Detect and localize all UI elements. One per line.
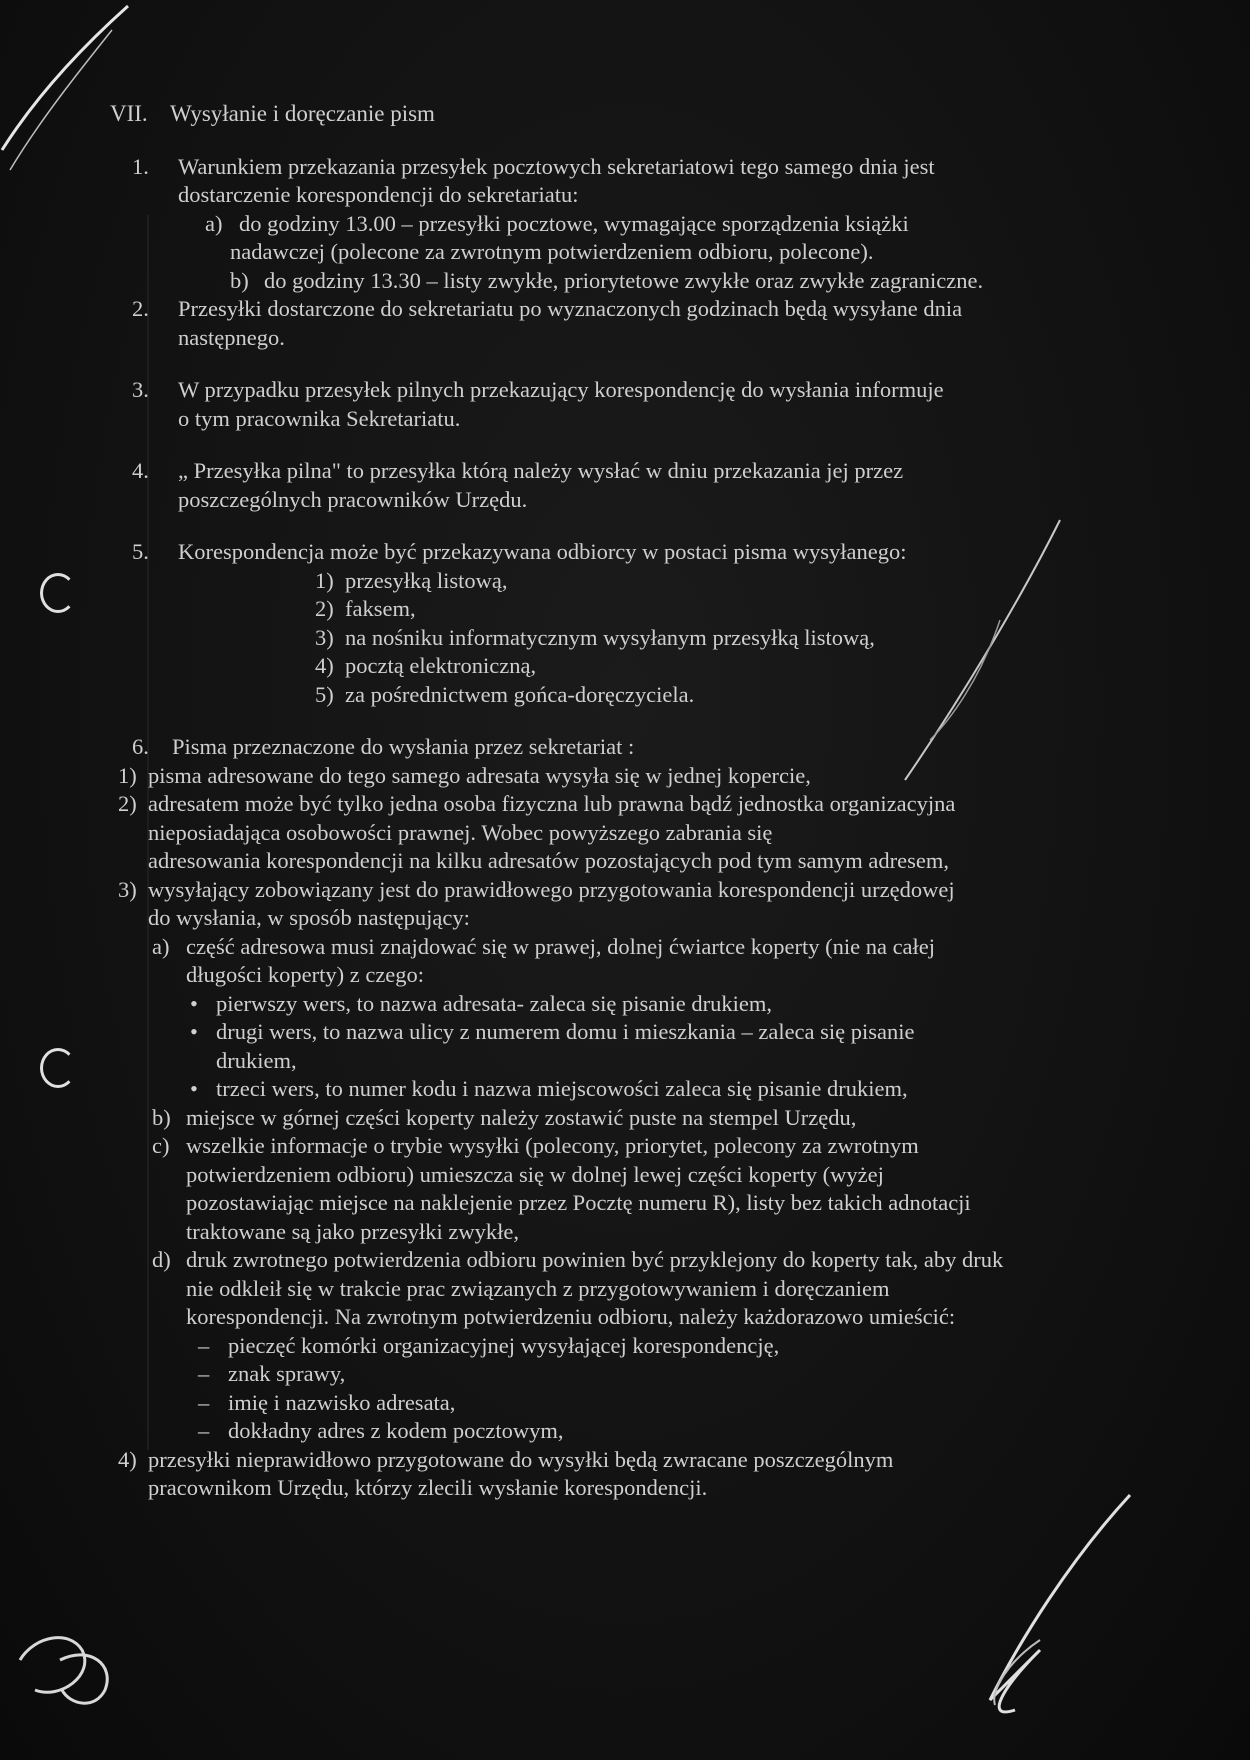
paragraph-5: 5. Korespondencja może być przekazywana odbiorcy w postaci pisma wysyłanego: 1) przesyłką listową, 2) faksem, 3) na nośniku informatycznym wysyłanym przesyłką listową, 4) pocztą elektroniczną, 5) za pośrednictwem gońca-doręczyciela.: [110, 538, 1120, 709]
list-item: 4) pocztą elektroniczną,: [315, 653, 537, 678]
bullet-item: • pierwszy wers, to nazwa adresata- zaleca się pisanie drukiem,: [110, 990, 1120, 1019]
paragraph-3: 3. W przypadku przesyłek pilnych przekazujący korespondencję do wysłania informuje o tym pracownika Sekretariatu.: [132, 377, 944, 431]
bullet-icon: •: [190, 990, 198, 1016]
corner-pen-line-2: [10, 30, 112, 170]
dash-icon: –: [198, 1389, 210, 1415]
list-item: 1) przesyłką listową,: [315, 567, 508, 593]
list-item: 4) przesyłki nieprawidłowo przygotowane do wysyłki będą zwracane poszczególnym: [118, 1446, 894, 1472]
bullet-icon: •: [190, 1019, 198, 1044]
list-item: 3) wysyłający zobowiązany jest do prawidłowego przygotowania korespondencji urzędowej: [118, 876, 955, 902]
paragraph-1: 1. Warunkiem przekazania przesyłek pocztowych sekretariatowi tego samego dnia jest dostarczenie korespondencji do sekretariatu: a) do godziny 13.00 – przesyłki pocztowe, wymagające sporządzenia książki nadawczej (polecone za zwrotnym potwierdzeniem odbioru, polecone). b) do godziny 13.30 – listy zwykłe, priorytetowe zwykłe oraz zwykłe zagraniczne.: [132, 153, 984, 293]
punch-hole-icon: [40, 1048, 76, 1088]
bullet-icon: •: [190, 1076, 198, 1101]
dash-icon: –: [198, 1418, 210, 1443]
dash-item: – znak sprawy,: [110, 1360, 1120, 1389]
bullet-item: • drugi wers, to nazwa ulicy z numerem domu i mieszkania – zaleca się pisanie: [110, 1018, 1120, 1047]
list-item: 5) za pośrednictwem gońca-doręczyciela.: [315, 681, 695, 707]
punch-hole-icon: [40, 573, 76, 613]
signature-bottom: [990, 1495, 1130, 1712]
list-item: 2) adresatem może być tylko jedna osoba fizyczna lub prawna bądź jednostka organizacyjna: [118, 791, 956, 816]
dash-icon: –: [198, 1361, 210, 1386]
bullet-item: • trzeci wers, to numer kodu i nazwa miejscowości zaleca się pisanie drukiem,: [110, 1075, 1120, 1104]
list-item: 3) na nośniku informatycznym wysyłanym przesyłką listową,: [315, 624, 875, 650]
dash-item: – dokładny adres z kodem pocztowym,: [110, 1417, 1120, 1446]
document-body: [110, 100, 1120, 1503]
paragraph-4: 4. „ Przesyłka pilna" to przesyłka którą należy wysłać w dniu przekazania jej przez poszczególnych pracowników Urzędu.: [132, 458, 904, 512]
dash-item: – imię i nazwisko adresata,: [110, 1389, 1120, 1418]
list-item: 1) pisma adresowane do tego samego adresata wysyła się w jednej kopercie,: [118, 762, 811, 788]
section-heading: VII. Wysyłanie i doręczanie pism: [110, 101, 435, 126]
dash-item: – pieczęć komórki organizacyjnej wysyłającej korespondencję,: [110, 1332, 1120, 1361]
paragraph-6: 6. Pisma przeznaczone do wysłania przez sekretariat : 1) pisma adresowane do tego samego adresata wysyła się w jednej kopercie, 2) adresatem może być tylko jedna osoba fizyczna lub prawna bądź jednostka organizacyjna nieposiadająca osobowości prawnej. Wobec powyższego zabrania się adresowania korespondencji na kilku adresatów pozostających pod tym samym adresem, 3) wysyłający zobowiązany jest do prawidłowego przygotowania korespondencji urzędowej do wysłania, w sposób następujący: a) część adresowa musi znajdować się w prawej, dolnej ćwiartce koperty (nie na całej długości koperty) z czego: • pierwszy wers, to nazwa adresata- zaleca się pisanie drukiem, • drugi wers, to nazwa ulicy z numerem domu i mieszkania – zaleca się pisanie drukiem, • trzeci wers, to numer kodu i nazwa miejscowości zaleca się pisanie drukiem, b) miejsce w górnej części koperty należy zostawić puste na stempel Urzędu, c) wszelkie informacje o trybie wysyłki (polecony, priorytet, polecony za zwrotnym potwierdzeniem odbioru) umieszcza się w dolnej lewej części koperty (wyżej pozostawiając miejsce na naklejenie przez Pocztę numeru R), listy bez takich adnotacji traktowane są jako przesyłki zwykłe, d) druk zwrotnego potwierdzenia odbioru powinien być przyklejony do koperty tak, aby druk nie odkleił się w trakcie prac związanych z przygotowywaniem i doręczaniem korespondencji. Na zwrotnym potwierdzeniu odbioru, należy każdorazowo umieścić: – pieczęć komórki organizacyjnej wysyłającej korespondencję, – znak sprawy, – imię i nazwisko adresata, – dokładny adres z kodem pocztowym, 4) przesyłki nieprawidłowo przygotowane do wysyłki będą zwracane poszczególnym pracownikom Urzędu, którzy zlecili wysłanie korespondencji.: [110, 733, 1120, 1503]
paragraph-2: 2. Przesyłki dostarczone do sekretariatu po wyznaczonych godzinach będą wysyłane dnia następnego.: [132, 296, 963, 350]
list-item: 2) faksem,: [315, 596, 416, 621]
dash-icon: –: [198, 1332, 210, 1358]
